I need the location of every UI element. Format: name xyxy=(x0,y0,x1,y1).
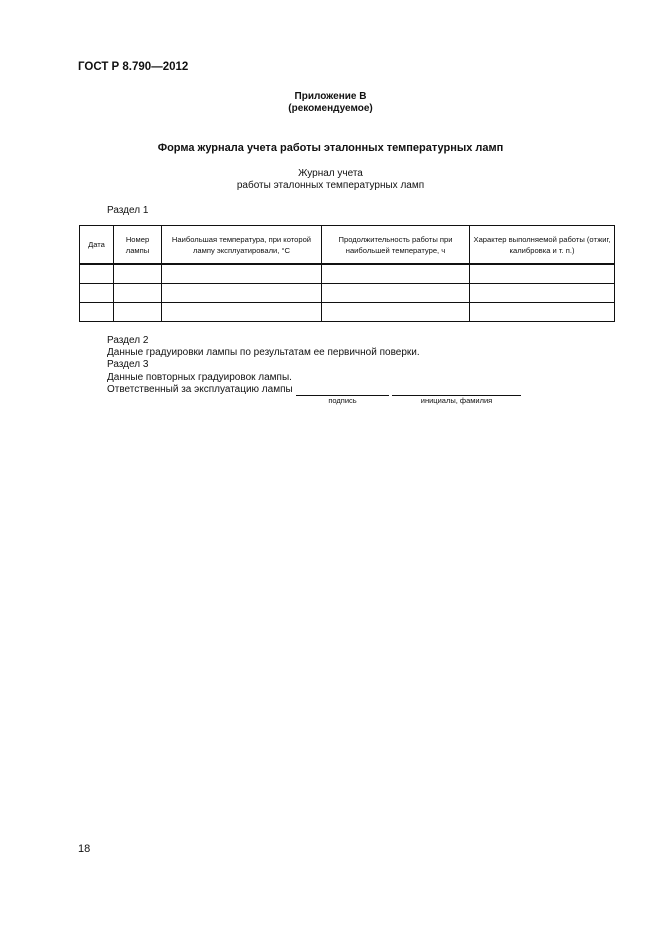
table-row xyxy=(80,303,615,322)
table-cell xyxy=(470,284,615,303)
header-date: Дата xyxy=(80,226,114,265)
header-duration: Продолжительность работы при наибольшей температуре, ч xyxy=(322,226,470,265)
table-row xyxy=(80,284,615,303)
section2-label: Раздел 2 xyxy=(107,335,149,346)
table-row xyxy=(80,264,615,284)
table-cell xyxy=(162,284,322,303)
signature-hint: подпись xyxy=(328,396,357,405)
annex-title: Приложение В xyxy=(294,91,367,102)
table-cell xyxy=(114,284,162,303)
table-cell xyxy=(80,303,114,322)
header-max-temperature: Наибольшая температура, при которой лампу эксплуатировали, °С xyxy=(162,226,322,265)
table-cell xyxy=(322,264,470,284)
section3-label: Раздел 3 xyxy=(107,359,149,370)
table-cell xyxy=(470,303,615,322)
standard-code: ГОСТ Р 8.790—2012 xyxy=(78,61,189,73)
lamp-log-table xyxy=(79,225,615,322)
header-lamp-number: Номер лампы xyxy=(114,226,162,265)
header-work-type: Характер выполняемой работы (отжиг, калибровка и т. п.) xyxy=(470,226,615,265)
section3-text: Данные повторных градуировок лампы. xyxy=(107,372,292,383)
section2-text: Данные градуировки лампы по результатам ее первичной поверки. xyxy=(107,347,420,358)
table-cell xyxy=(162,303,322,322)
name-hint: инициалы, фамилия xyxy=(420,396,493,405)
journal-title-line2: работы эталонных температурных ламп xyxy=(236,180,425,191)
table-cell xyxy=(80,284,114,303)
table-cell xyxy=(322,303,470,322)
section1-label: Раздел 1 xyxy=(107,205,149,216)
page-number: 18 xyxy=(78,843,91,855)
journal-title-line1: Журнал учета xyxy=(298,168,363,179)
table-cell xyxy=(322,284,470,303)
table-cell xyxy=(162,264,322,284)
table-cell xyxy=(470,264,615,284)
form-title: Форма журнала учета работы эталонных температурных ламп xyxy=(157,142,504,154)
responsible-label: Ответственный за эксплуатацию лампы xyxy=(107,384,293,395)
annex-note: (рекомендуемое) xyxy=(288,103,373,114)
table-header-row xyxy=(80,226,615,265)
table-cell xyxy=(114,264,162,284)
table-cell xyxy=(80,264,114,284)
table-cell xyxy=(114,303,162,322)
